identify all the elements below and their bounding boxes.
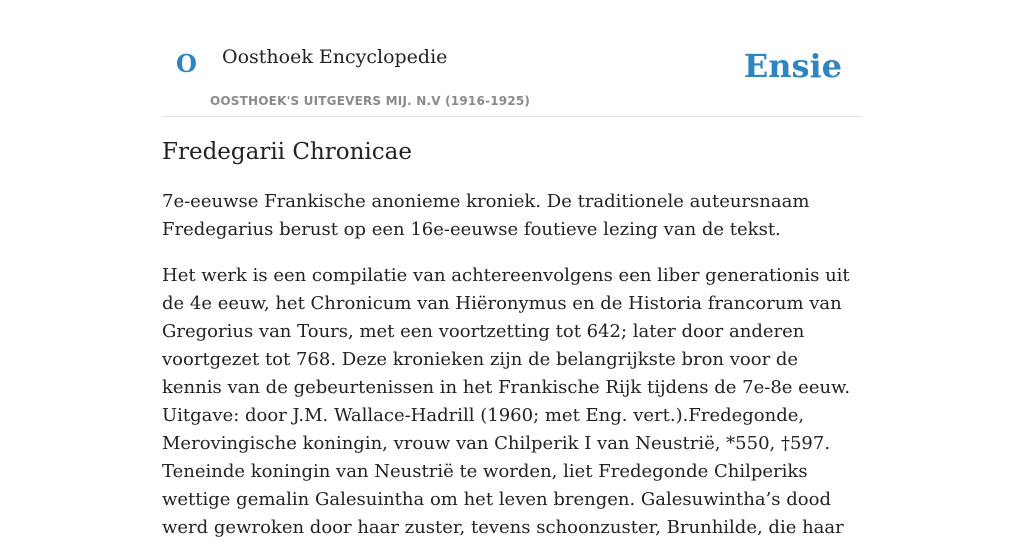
site-header	[162, 0, 862, 117]
site-subtitle: OOSTHOEK'S UITGEVERS MIJ. N.V (1916-1925)	[210, 94, 531, 108]
article-title: Fredegarii Chronicae	[162, 139, 412, 165]
article-paragraph: 7e-eeuwse Frankische anonieme kroniek. De traditionele auteursnaam Fredegarius berust op een 16e-eeuwse foutieve lezing van de tekst.	[162, 190, 810, 240]
logo-letter[interactable]: O	[176, 49, 197, 78]
site-title[interactable]: Oosthoek Encyclopedie	[222, 46, 448, 68]
article-paragraph: Het werk is een compilatie van achtereenvolgens een liber generationis uit de 4e eeuw, het Chronicum van Hiëronymus en de Historia francorum van Gregorius van Tours, met een voortzetting tot 642; later door anderen voortgezet tot 768. Deze kronieken zijn de belangrijkste bron voor de kennis van de gebeurtenissen in het Frankische Rijk tijdens de 7e-8e eeuw. Uitgave: door J.M. Wallace-Hadrill (1960; met Eng. vert.).Fredegonde, Merovingische koningin, vrouw van Chilperik I van Neustrië, *550, †597. Teneinde koningin van Neustrië te worden, liet Fredegonde Chilperiks wettige gemalin Galesuintha om het leven brengen. Galesuwintha’s dood werd gewroken door haar zuster, tevens schoonzuster, Brunhilde, die haar	[162, 264, 851, 538]
article-content	[162, 138, 862, 560]
ensie-logo-link[interactable]: Ensie	[743, 47, 842, 85]
